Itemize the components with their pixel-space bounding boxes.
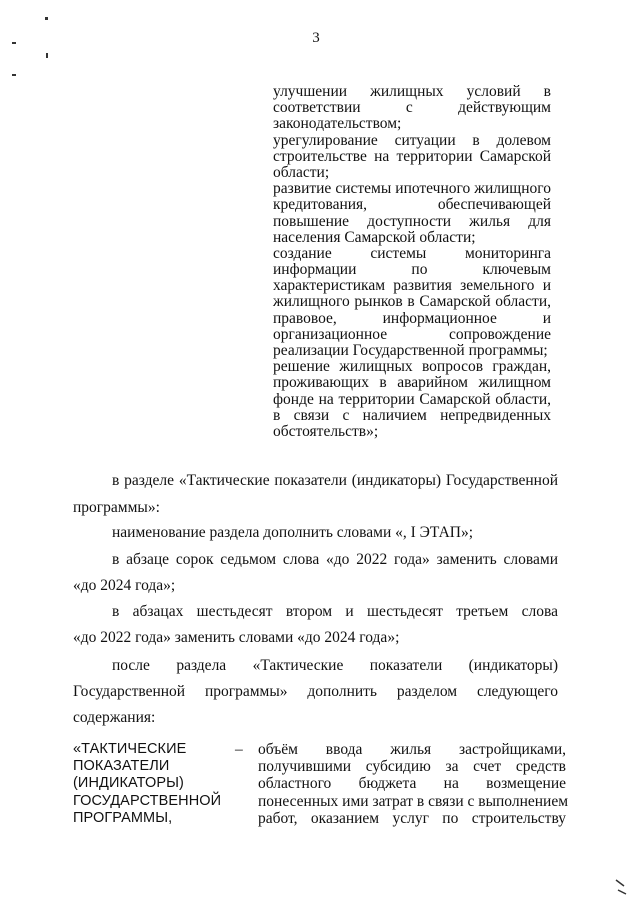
paragraph-line: Государственной программы» дополнить разделом следующего [73, 683, 558, 700]
paragraph-line: «до 2024 года»; [73, 577, 176, 594]
list-line: населения Самарской области; [273, 228, 476, 246]
list-line: улучшении жилищных условий в [273, 83, 551, 100]
list-line: фонде на территории Самарской области, [273, 390, 551, 408]
list-item [273, 246, 551, 359]
scan-speck [12, 74, 16, 76]
paragraph-line: содержания: [73, 709, 156, 726]
paragraph-line: после раздела «Тактические показатели (индикаторы) [112, 657, 558, 674]
list-line: решение жилищных вопросов граждан, [273, 358, 551, 376]
list-line: законодательством; [273, 115, 402, 133]
goals-list [273, 84, 551, 440]
definition-line: работ, оказанием услуг по строительству [258, 809, 566, 827]
list-line: жилищного рынков в Самарской области, [273, 293, 551, 311]
list-line: характеристикам развития земельного и [273, 277, 551, 295]
list-line: развитие системы ипотечного жилищного [273, 180, 551, 198]
definition-line: получившими субсидию за счет средств [258, 758, 566, 776]
scan-corner-mark [612, 876, 630, 898]
list-line: строительстве на территории Самарской [273, 147, 551, 165]
list-line: реализации Государственной программы; [273, 342, 548, 359]
paragraph-line: наименование раздела дополнить словами «, I ЭТАП»; [112, 524, 474, 541]
list-item [273, 133, 551, 182]
list-item [273, 84, 551, 133]
list-line: правовое, информационное и [273, 309, 551, 327]
list-line: области; [273, 163, 330, 181]
paragraph-line: программы»: [73, 499, 160, 516]
indicator-definition [258, 741, 569, 827]
paragraph-line: в разделе «Тактические показатели (индикаторы) Государственной [112, 472, 558, 489]
definition-line: областного бюджета на возмещение [258, 775, 566, 793]
list-line: кредитования, обеспечивающей [273, 196, 551, 214]
list-item [273, 181, 551, 246]
heading-line: (ИНДИКАТОРЫ) [73, 775, 184, 792]
paragraph-line: в абзаце сорок седьмом слова «до 2022 года» заменить словами [112, 551, 558, 568]
list-line: создание системы мониторинга [273, 244, 551, 262]
list-line: обстоятельств»; [273, 422, 379, 440]
list-line: соответствии с действующим [273, 99, 551, 117]
list-line: урегулирование ситуации в долевом [273, 131, 551, 149]
dash-separator: – [235, 741, 243, 758]
list-line: организационное сопровождение [273, 325, 551, 343]
heading-line: ПОКАЗАТЕЛИ [73, 758, 170, 775]
definition-line: объём ввода жилья застройщиками, [258, 741, 566, 758]
heading-line: «ТАКТИЧЕСКИЕ [73, 741, 187, 757]
definition-line: понесенных ими затрат в связи с выполнением [258, 792, 569, 810]
paragraph-line: «до 2022 года» заменить словами «до 2024 года»; [73, 629, 400, 646]
scan-speck [12, 42, 16, 44]
page-number: 3 [312, 30, 320, 46]
list-line: в связи с наличием непредвиденных [273, 406, 551, 424]
list-line: проживающих в аварийном жилищном [273, 374, 551, 392]
heading-line: ГОСУДАРСТВЕННОЙ [73, 792, 222, 809]
list-line: информации по ключевым [273, 261, 551, 279]
section-heading [73, 741, 233, 827]
scan-speck [45, 17, 48, 20]
scan-speck [46, 53, 48, 58]
list-item [273, 359, 551, 440]
paragraph-line: в абзацах шестьдесят втором и шестьдесят третьем слова [112, 603, 558, 620]
heading-line: ПРОГРАММЫ, [73, 809, 173, 826]
list-line: повышение доступности жилья для [273, 212, 551, 230]
